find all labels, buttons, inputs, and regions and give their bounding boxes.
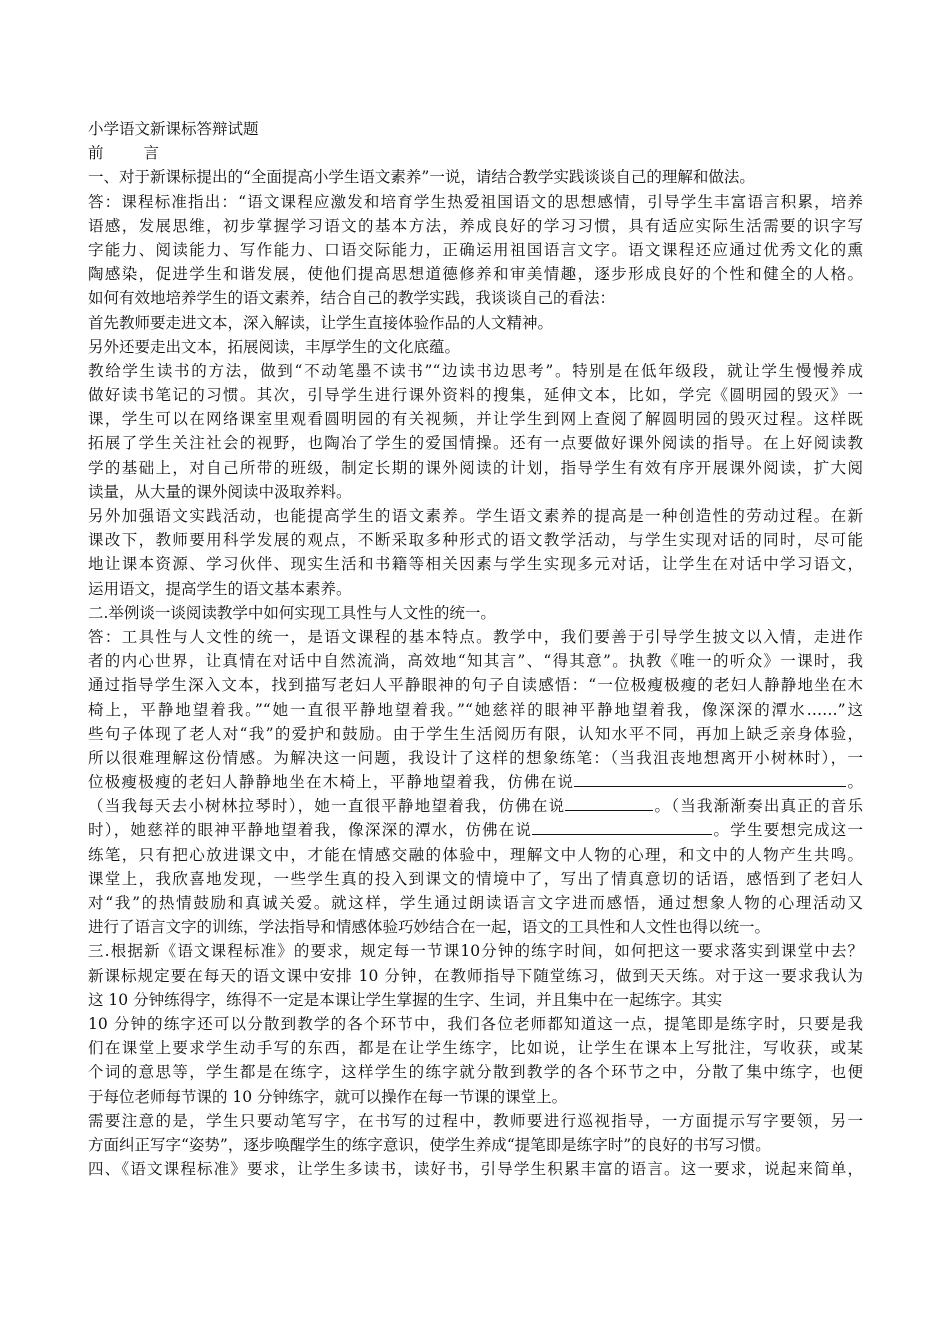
paragraph-line: 另外加强语文实践活动，也能提高学生的语文素养。学生语文素养的提高是一种创造性的劳动过程。在新 <box>88 507 863 525</box>
paragraph-line: 首先教师要走进文本，深入解读，让学生直接体验作品的人文精神。 <box>88 313 554 332</box>
paragraph-line: 运用语文，提高学生的语文基本素养。 <box>88 579 352 598</box>
paragraph-line-with-blank <box>88 770 863 794</box>
document-title: 小学语文新课标答辩试题 <box>88 120 259 138</box>
paragraph-line: 语感，发展思维，初步掌握学习语文的基本方法，养成良好的学习习惯，具有适应实际生活需要的识字写 <box>88 216 863 235</box>
text-before-blank: （当我每天去小树林拉琴时），她一直很平静地望着我，仿佛在说 <box>88 797 566 816</box>
paragraph-line-with-blank <box>88 794 863 818</box>
paragraph-line: 通过指导学生深入文本，找到描写老妇人平静眼神的句子自读感悟：“一位极瘦极瘦的老妇人静静地坐在木 <box>88 676 863 695</box>
paragraph-line: 椅上，平静地望着我。”“她一直很平静地望着我。”“她慈祥的眼神平静地望着我，像深深的潭水……”这 <box>88 700 863 719</box>
paragraph-line: 课改下，教师要用科学发展的观点，不断采取多种形式的语文教学活动，与学生实现对话的同时，尽可能 <box>88 531 863 550</box>
paragraph-line: 课堂上，我欣喜地发现，一些学生真的投入到课文的情境中了，写出了情真意切的话语，感悟到了老妇人 <box>88 869 863 888</box>
fill-in-blank <box>565 796 653 811</box>
paragraph-line: 10 分钟的练字还可以分散到教学的各个环节中，我们各位老师都知道这一点，提笔即是练字时，只要是我 <box>88 1014 863 1033</box>
paragraph-line-with-blank <box>88 818 863 842</box>
paragraph-line: 地让课本资源、学习伙伴、现实生活和书籍等相关因素与学生实现多元对话，让学生在对话中学习语文， <box>88 555 863 574</box>
paragraph-line: 对“我”的热情鼓励和真诚关爱。就这样，学生通过朗读语言文字进而感悟，通过想象人物的心理活动又 <box>88 894 863 912</box>
paragraph-line: 学的基础上，对自己所带的班级，制定长期的课外阅读的计划，指导学生有效有序开展课外阅读，扩大阅 <box>88 458 863 477</box>
paragraph-line: 字能力、阅读能力、写作能力、口语交际能力，正确运用祖国语言文字。语文课程还应通过优秀文化的熏 <box>88 240 863 259</box>
preface-char-left: 前 <box>88 144 104 163</box>
preface-char-right: 言 <box>143 144 160 163</box>
question-1: 一、对于新课标提出的“全面提高小学生语文素养”一说，请结合教学实践谈谈自己的理解和做法。 <box>88 168 755 187</box>
text-after-blank: 。 <box>846 773 863 792</box>
paragraph-line: 方面纠正写字“姿势”，逐步唤醒学生的练字意识，使学生养成“提笔即是练字时”的良好的书写习惯。 <box>88 1135 771 1154</box>
paragraph-line: 于每位老师每节课的 10 分钟练字，就可以操作在每一节课的课堂上。 <box>88 1087 568 1106</box>
paragraph-line: 练笔，只有把心放进课文中，才能在情感交融的体验中，理解文中人物的心理，和文中的人物产生共鸣。 <box>88 845 863 864</box>
paragraph-line: 需要注意的是，学生只要动笔写字，在书写的过程中，教师要进行巡视指导，一方面提示写字要领，另一 <box>88 1111 863 1130</box>
paragraph-line: 教给学生读书的方法，做到“不动笔墨不读书”“边读书边思考”。特别是在低年级段，就让学生慢慢养成 <box>88 361 863 380</box>
paragraph-line: 读量，从大量的课外阅读中汲取养料。 <box>88 482 352 501</box>
paragraph-line: 如何有效地培养学生的语文素养，结合自己的教学实践，我谈谈自己的看法： <box>88 289 616 308</box>
fill-in-blank <box>532 820 712 835</box>
text-before-blank: 时），她慈祥的眼神平静地望着我，像深深的潭水，仿佛在说 <box>88 821 533 840</box>
paragraph-line: 课，学生可以在网络课室里观看圆明园的有关视频，并让学生到网上查阅了解圆明园的毁灭过程。这样既 <box>88 410 863 429</box>
fill-in-blank <box>574 772 846 787</box>
paragraph-line: 陶感染，促进学生和谐发展，使他们提高思想道德修养和审美情趣，逐步形成良好的个性和健全的人格。 <box>88 265 863 284</box>
paragraph-line: 答：课程标准指出：“语文课程应激发和培育学生热爱祖国语文的思想感情，引导学生丰富语言积累，培养 <box>88 192 863 211</box>
question-4: 四、《语文课程标准》要求，让学生多读书，读好书，引导学生积累丰富的语言。这一要求，说起来简单， <box>88 1160 863 1179</box>
document-body <box>88 117 863 1181</box>
paragraph-line: 们在课堂上要求学生动手写的东西，都是在让学生练字，比如说，让学生在课本上写批注，写收获，或某 <box>88 1039 863 1058</box>
paragraph-line: 做好读书笔记的习惯。其次，引导学生进行课外资料的搜集，延伸文本，比如，学完《圆明园的毁灭》一 <box>88 386 863 405</box>
preface-heading <box>88 141 863 165</box>
paragraph-line: 答：工具性与人文性的统一，是语文课程的基本特点。教学中，我们要善于引导学生披文以入情，走进作 <box>88 627 863 646</box>
paragraph-line: 所以很难理解这份情感。为解决这一问题，我设计了这样的想象练笔：（当我沮丧地想离开小树林时），一 <box>88 748 863 767</box>
paragraph-line: 拓展了学生关注社会的视野，也陶冶了学生的爱国情操。还有一点要做好课外阅读的指导。在上好阅读教 <box>88 434 863 453</box>
paragraph-line: 另外还要走出文本，拓展阅读，丰厚学生的文化底蕴。 <box>88 337 461 356</box>
paragraph-line: 些句子体现了老人对“我”的爱护和鼓励。由于学生生活阅历有限，认知水平不同，再加上缺乏亲身体验， <box>88 724 863 743</box>
paragraph-line: 新课标规定要在每天的语文课中安排 10 分钟，在教师指导下随堂练习，做到天天练。对于这一要求我认为 <box>88 966 863 985</box>
paragraph-line: 者的内心世界，让真情在对话中自然流淌，高效地“知其言”、“得其意”。执教《唯一的听众》一课时，我 <box>88 652 863 671</box>
question-2: 二.举例谈一谈阅读教学中如何实现工具性与人文性的统一。 <box>88 603 496 622</box>
paragraph-line: 个词的意思等，学生都是在练字，这样学生的练字就分散到教学的各个环节之中，分散了集中练字，也便 <box>88 1063 863 1082</box>
text-after-blank: 。学生要想完成这一 <box>712 821 863 840</box>
text-after-blank: 。（当我渐渐奏出真正的音乐 <box>653 797 863 816</box>
paragraph-line: 这 10 分钟练得字，练得不一定是本课让学生掌握的生字、生词，并且集中在一起练字。其实 <box>88 990 723 1009</box>
text-before-blank: 位极瘦极瘦的老妇人静静地坐在木椅上，平静地望着我，仿佛在说 <box>88 773 575 792</box>
paragraph-line: 进行了语言文字的训练，学法指导和情感体验巧妙结合在一起，语文的工具性和人文性也得以统一。 <box>88 918 771 937</box>
question-3: 三.根据新《语文课程标准》的要求，规定每一节课10分钟的练字时间，如何把这一要求落实到课堂中去？ <box>88 942 863 961</box>
